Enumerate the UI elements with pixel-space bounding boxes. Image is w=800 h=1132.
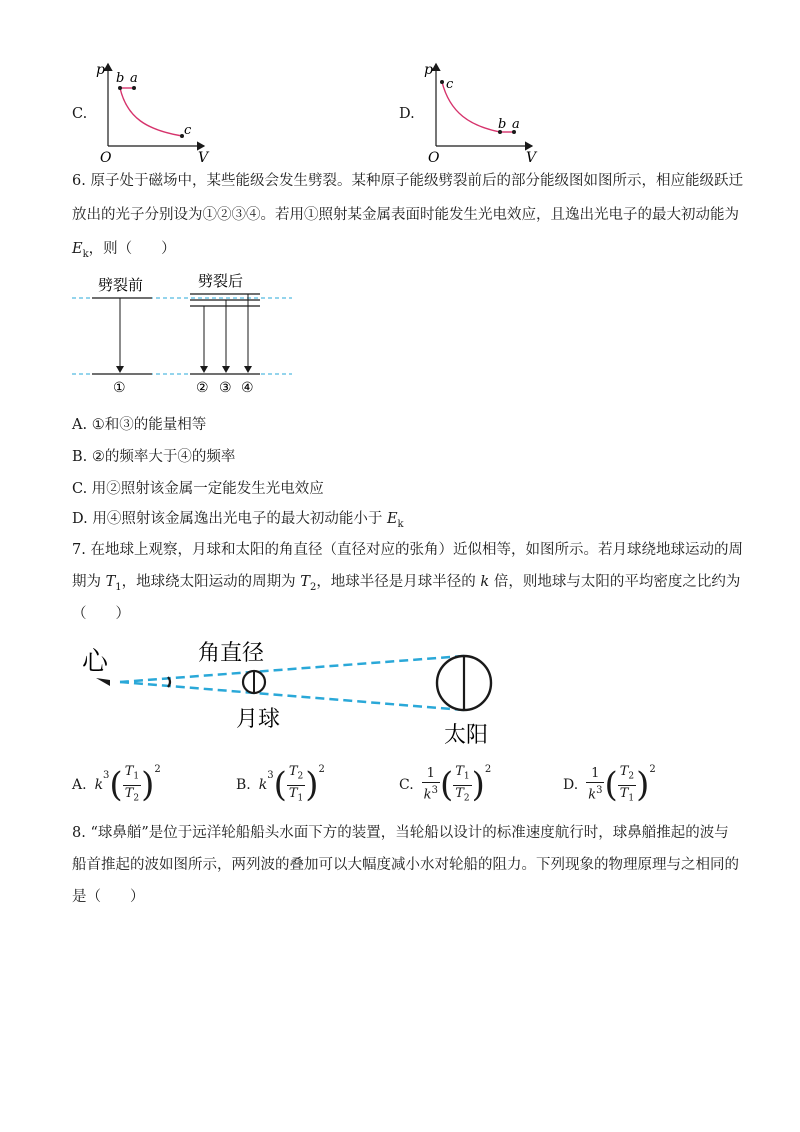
q7-option-c: [399, 764, 491, 806]
exponent: 2: [649, 764, 656, 775]
transition-2-label: ②: [196, 380, 209, 396]
q7-text-seg: 期为: [72, 574, 106, 590]
numerator: 1: [422, 766, 440, 783]
q5-option-c-graph: [92, 58, 222, 166]
t1-subscript: 1: [115, 581, 122, 593]
point-a-label: a: [512, 117, 520, 132]
coefficient-fraction: [586, 766, 604, 803]
moon-label: 月球: [236, 707, 281, 732]
left-paren: (: [273, 765, 287, 806]
transition-1-label: ①: [113, 380, 126, 396]
k-symbol: k: [588, 787, 597, 803]
transition-3-label: ③: [219, 380, 232, 396]
q7-stem-line2: [72, 574, 740, 596]
numerator: $T_1$: [123, 764, 141, 786]
after-split-label: 劈裂后: [198, 272, 244, 290]
q7-text-seg: 倍，则地球与太阳的平均密度之比约为: [489, 574, 741, 590]
q7-option-a: [72, 764, 161, 806]
q6-option-c: C. 用②照射该金属一定能发生光电效应: [72, 481, 324, 497]
q6-option-d: [72, 511, 404, 533]
ek-subscript: k: [82, 248, 89, 260]
fraction: [123, 764, 141, 806]
energy-level-diagram: [70, 268, 300, 398]
axis-v-label: V: [526, 150, 537, 166]
k-exponent: 3: [596, 785, 603, 797]
q7-stem-line1: 7. 在地球上观察，月球和太阳的角直径（直径对应的张角）近似相等，如图所示。若月球绕地球运动的周: [72, 542, 743, 558]
q7-bracket: （ ）: [72, 606, 130, 622]
q6-bracket: ，则（ ）: [88, 241, 176, 257]
ek-symbol: E: [72, 241, 83, 257]
q7-text-seg: ，地球半径是月球半径的: [316, 574, 481, 590]
denominator: $T_2$: [124, 785, 140, 804]
left-paren: (: [439, 765, 454, 806]
upper-ray: [120, 656, 464, 682]
exponent: 2: [154, 764, 161, 775]
lower-ray: [120, 682, 464, 710]
q5-option-d-label: D.: [399, 106, 415, 122]
exponent: 2: [318, 764, 325, 775]
point-c: [440, 80, 444, 84]
ek-subscript: k: [397, 518, 404, 530]
origin-label: O: [100, 150, 112, 166]
q8-stem-line1: 8. “球鼻艏”是位于远洋轮船船头水面下方的装置，当轮船以设计的标准速度航行时，球鼻艏推起的波与: [72, 825, 729, 841]
transition-4-label: ④: [241, 380, 254, 396]
q6-option-b: B. ②的频率大于④的频率: [72, 449, 236, 465]
denominator: $T_2$: [455, 785, 470, 804]
denominator: $T_1$: [619, 785, 635, 804]
q7-text-seg: ，地球绕太阳运动的周期为: [121, 574, 301, 590]
q7-option-d: [563, 764, 656, 806]
pv-curve: [120, 88, 182, 136]
eye-pupil: [96, 678, 110, 686]
denominator: $T_1$: [288, 785, 304, 804]
q8-stem-line3: 是（ ）: [72, 889, 145, 905]
fraction: [618, 764, 636, 806]
right-paren: ): [305, 765, 319, 806]
eye-icon: 心: [82, 647, 109, 677]
numerator: $T_1$: [453, 764, 471, 786]
k-exponent: 3: [431, 785, 438, 797]
right-paren: ): [141, 765, 155, 806]
fraction: [453, 764, 471, 806]
k-exponent: 3: [267, 770, 274, 781]
axis-p-label: p: [96, 62, 105, 78]
point-b-label: b: [498, 117, 507, 132]
origin-label: O: [428, 150, 440, 166]
numerator: 1: [586, 766, 604, 783]
point-a: [132, 86, 136, 90]
t2-symbol: T: [300, 574, 310, 590]
numerator: $T_2$: [287, 764, 305, 786]
point-c-label: c: [446, 77, 454, 92]
point-c-label: c: [184, 123, 192, 138]
angle-arc: [168, 677, 170, 687]
right-paren: ): [636, 765, 650, 806]
angular-diameter-label: 角直径: [198, 641, 265, 666]
axis-v-label: V: [198, 150, 209, 166]
point-b: [118, 86, 122, 90]
q6-option-d-text: D. 用④照射该金属逸出光电子的最大初动能小于: [72, 511, 387, 527]
ek-symbol: E: [386, 511, 398, 527]
fraction: [287, 764, 305, 806]
q6-option-a: A. ①和③的能量相等: [72, 417, 207, 433]
option-label: D.: [563, 777, 579, 794]
q8-stem-line2: 船首推起的波如图所示，两列波的叠加可以大幅度减小水对轮船的阻力。下列现象的物理原理与之相同的: [72, 857, 739, 873]
t2-subscript: 2: [309, 581, 317, 593]
point-b-label: b: [116, 71, 125, 86]
q7-option-b: [236, 764, 325, 806]
exponent: 2: [484, 764, 492, 775]
point-a-label: a: [130, 71, 138, 86]
numerator: $T_2$: [618, 764, 636, 786]
k-symbol: k: [258, 777, 268, 794]
q5-option-c-label: C.: [72, 106, 88, 122]
q6-stem-line3: [72, 241, 176, 263]
option-label: B.: [236, 777, 251, 794]
k-symbol: k: [423, 787, 432, 803]
axis-p-label: p: [424, 62, 433, 78]
left-paren: (: [604, 765, 618, 806]
k-exponent: 3: [103, 770, 110, 781]
coefficient-fraction: [422, 766, 440, 803]
before-split-label: 劈裂前: [98, 276, 144, 294]
option-label: A.: [72, 777, 87, 794]
q6-stem-line1: 6. 原子处于磁场中，某些能级会发生劈裂。某种原子能级劈裂前后的部分能级图如图所示，相应能级跃迁: [72, 173, 743, 189]
sun-label: 太阳: [444, 723, 489, 748]
q5-option-d-graph: [420, 58, 550, 166]
angular-diameter-diagram: [80, 630, 520, 750]
q6-stem-line2: 放出的光子分别设为①②③④。若用①照射某金属表面时能发生光电效应，且逸出光电子的最大初动能为: [72, 207, 739, 223]
option-label: C.: [399, 777, 414, 794]
right-paren: ): [471, 765, 485, 806]
k-symbol: k: [480, 574, 490, 590]
t1-symbol: T: [105, 574, 116, 590]
left-paren: (: [109, 765, 123, 806]
k-symbol: k: [94, 777, 104, 794]
